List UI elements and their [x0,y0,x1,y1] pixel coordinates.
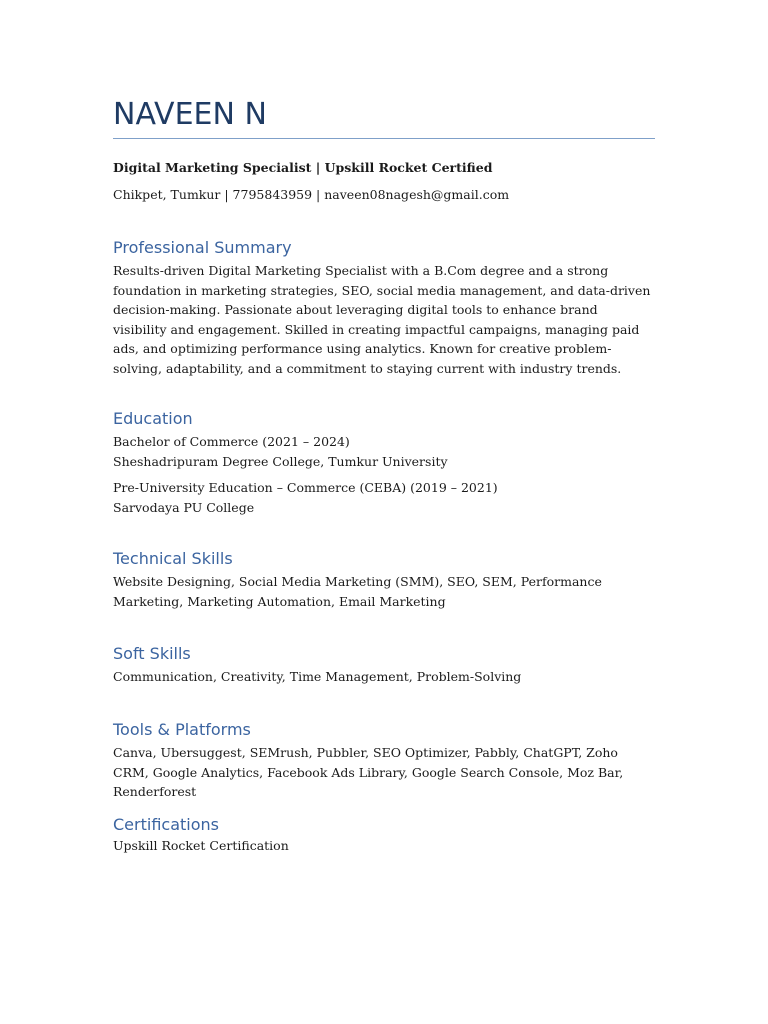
summary-text: Results-driven Digital Marketing Specialist with a B.Com degree and a strong foundation in marketing strategies, SEO, social media management, and data-driven decision-making. Passionate about leveraging digital tools to enhance brand visibility and engagement. Skilled in creating impactful campaigns, managing paid ads, and optimizing performance using analytics. Known for creative problem-solving, adaptability, and a commitment to staying current with industry trends. [113,263,651,376]
candidate-headline: Digital Marketing Specialist | Upskill Rocket Certified [113,160,493,175]
professional-summary-section [113,237,655,378]
section-title-tools: Tools & Platforms [113,720,251,739]
certifications-section [113,814,655,856]
technical-skills-text: Website Designing, Social Media Marketing (SMM), SEO, SEM, Performance Marketing, Marketing Automation, Email Marketing [113,574,602,609]
tools-text: Canva, Ubersuggest, SEMrush, Pubbler, SEO Optimizer, Pabbly, ChatGPT, Zoho CRM, Google Analytics, Facebook Ads Library, Google Search Console, Moz Bar, Renderforest [113,745,624,799]
tools-platforms-section [113,719,655,802]
education-section [113,408,655,524]
education-institution: Sarvodaya PU College [113,499,255,515]
education-entry [113,478,655,517]
header-divider [113,138,655,139]
soft-skills-section [113,643,655,687]
education-degree: Pre-University Education – Commerce (CEBA) (2019 – 2021) [113,480,498,495]
certifications-text: Upskill Rocket Certification [113,838,289,853]
education-entry [113,432,655,471]
section-title-soft-skills: Soft Skills [113,644,191,663]
candidate-name: NAVEEN N [113,97,267,132]
contact-line: Chikpet, Tumkur | 7795843959 | naveen08nagesh@gmail.com [113,187,510,202]
section-title-technical-skills: Technical Skills [113,549,233,568]
education-degree: Bachelor of Commerce (2021 – 2024) [113,434,350,449]
section-title-summary: Professional Summary [113,238,292,257]
education-institution: Sheshadripuram Degree College, Tumkur University [113,453,448,469]
technical-skills-section [113,548,655,611]
section-title-education: Education [113,409,193,428]
section-title-certifications: Certifications [113,815,219,834]
soft-skills-text: Communication, Creativity, Time Management, Problem-Solving [113,669,522,684]
